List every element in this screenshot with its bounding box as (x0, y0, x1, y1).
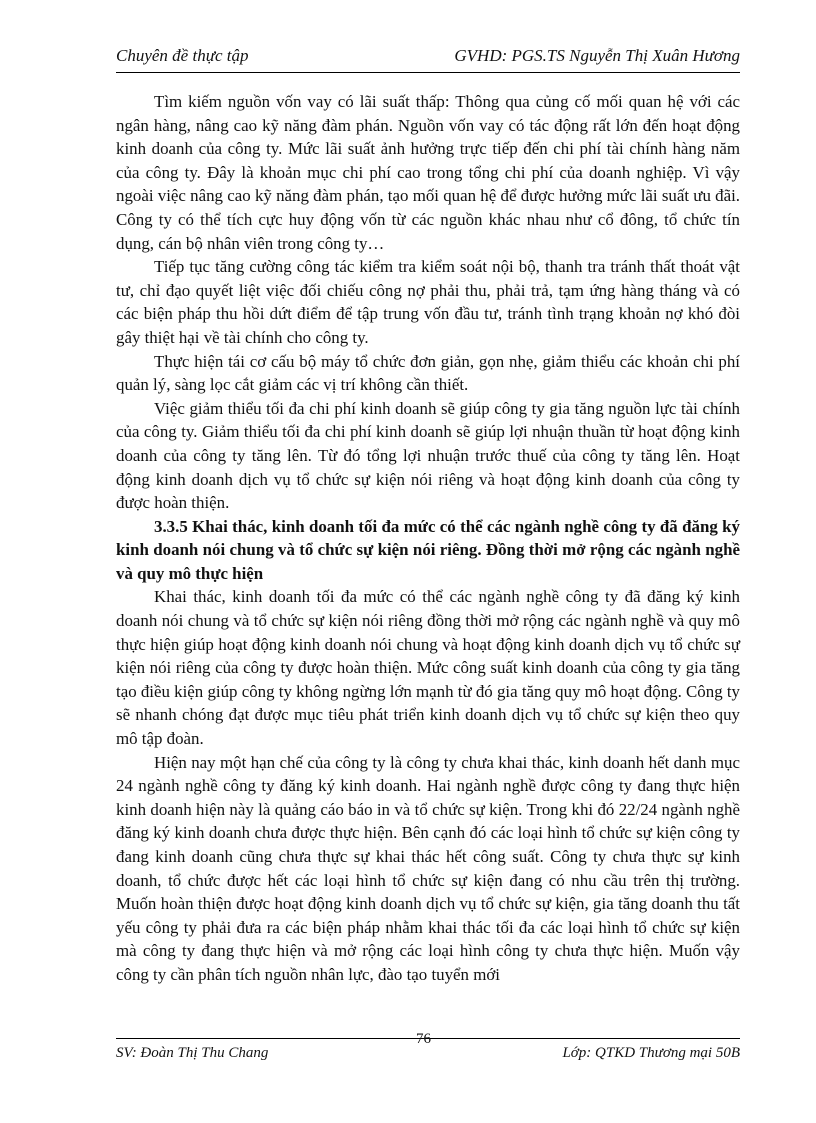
footer-right-text: Lớp: QTKD Thương mại 50B (562, 1045, 740, 1061)
footer-left-text: SV: Đoàn Thị Thu Chang (116, 1045, 269, 1061)
paragraph: Khai thác, kinh doanh tối đa mức có thể các ngành nghề công ty đã đăng ký kinh doanh nói chung và tổ chức sự kiện nói riêng đồng thời mở rộng các ngành nghề và quy mô thực hiện giúp hoạt động kinh doanh nói chung và hoạt động kinh doanh dịch vụ tổ chức sự kiện nói riêng của công ty được hoàn thiện. Mức công suất kinh doanh của công ty gia tăng tạo điều kiện giúp công ty không ngừng lớn mạnh từ đó gia tăng quy mô hoạt động. Công ty sẽ nhanh chóng đạt được mục tiêu phát triển kinh doanh dịch vụ tổ chức sự kiện theo quy mô tập đoàn. (116, 587, 740, 749)
page-footer (116, 1031, 740, 1069)
paragraph: Việc giảm thiểu tối đa chi phí kinh doanh sẽ giúp công ty gia tăng nguồn lực tài chính của công ty. Giảm thiểu tối đa chi phí kinh doanh sẽ giúp lợi nhuận thuần từ hoạt động kinh doanh của công ty tăng lên. Từ đó tổng lợi nhuận trước thuế của công ty tăng lên. Hoạt động kinh doanh dịch vụ tổ chức sự kiện nói riêng và hoạt động kinh doanh của công ty được hoàn thiện. (116, 398, 740, 513)
page-header (116, 38, 740, 73)
paragraph: Tìm kiếm nguồn vốn vay có lãi suất thấp: Thông qua củng cố mối quan hệ với các ngân hàng, nâng cao kỹ năng đàm phán. Nguồn vốn vay có tác động rất lớn đến hoạt động kinh doanh của công ty. Mức lãi suất ảnh hưởng trực tiếp đến chi phí tài chính hàng năm của công ty. Đây là khoản mục chi phí cao trong tổng chi phí của doanh nghiệp. Vì vậy ngoài việc nâng cao kỹ năng đàm phán, tạo mối quan hệ để được hưởng mức lãi suất ưu đãi. Công ty có thể tích cực huy động vốn từ các nguồn khác nhau như cổ đông, tổ chức tín dụng, cán bộ nhân viên trong công ty… (116, 92, 740, 253)
paragraph: Tiếp tục tăng cường công tác kiểm tra kiểm soát nội bộ, thanh tra tránh thất thoát vật tư, chỉ đạo quyết liệt việc đối chiếu công nợ phải thu, phải trả, tạm ứng hàng tháng và có các biện pháp thu hồi dứt điểm để tập trung vốn đầu tư, tránh tình trạng khoản nợ khó đòi gây thiệt hại về tài chính cho công ty. (116, 257, 740, 347)
paragraph: Hiện nay một hạn chế của công ty là công ty chưa khai thác, kinh doanh hết danh mục 24 ngành nghề công ty đăng ký kinh doanh. Hai ngành nghề được công ty đang thực hiện kinh doanh hiện này là quảng cáo báo in và tổ chức sự kiện. Trong khi đó 22/24 ngành nghề đăng ký kinh doanh chưa được thực hiện. Bên cạnh đó các loại hình tổ chức sự kiện công ty đang kinh doanh cũng chưa thực sự khai thác hết công suất. Công ty chưa thực sự kinh doanh, tổ chức được hết các loại hình tổ chức sự kiện đang có nhu cầu trên thị trường. Muốn hoàn thiện được hoạt động kinh doanh dịch vụ tổ chức sự kiện, gia tăng doanh thu tất yếu công ty phải đưa ra các biện pháp nhằm khai thác tối đa các loại hình tổ chức sự kiện mà công ty đang thực hiện và mở rộng các loại hình công ty chưa thực hiện. Muốn vậy công ty cần phân tích nguồn nhân lực, đào tạo tuyển mới (116, 752, 740, 984)
header-right-text: GVHD: PGS.TS Nguyễn Thị Xuân Hương (454, 46, 740, 65)
section-heading: 3.3.5 Khai thác, kinh doanh tối đa mức có thể các ngành nghề công ty đã đăng ký kinh doanh nói chung và tổ chức sự kiện nói riêng. Đồng thời mở rộng các ngành nghề và quy mô thực hiện (116, 516, 740, 583)
page-number: 76 (416, 1031, 431, 1047)
header-left-text: Chuyên đề thực tập (116, 46, 249, 65)
paragraph: Thực hiện tái cơ cấu bộ máy tổ chức đơn giản, gọn nhẹ, giảm thiểu các khoản chi phí quản lý, sàng lọc cắt giảm các vị trí không cần thiết. (116, 351, 740, 395)
document-page (116, 38, 740, 1068)
document-body (116, 90, 740, 987)
